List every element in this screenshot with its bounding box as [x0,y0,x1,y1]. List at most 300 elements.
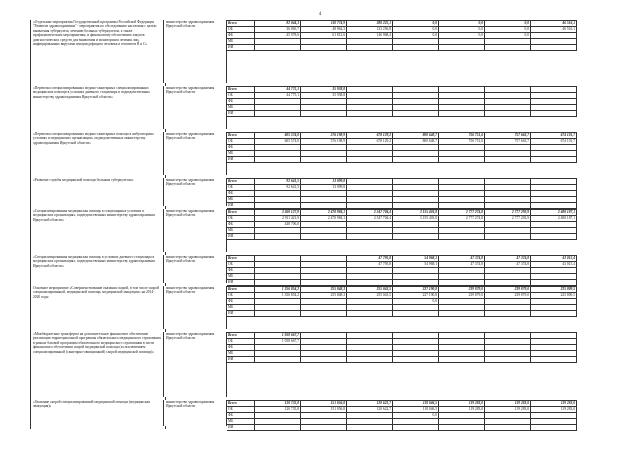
funding-amount [301,228,347,233]
funding-source-label: ИИ [227,203,255,208]
funding-amount [439,299,485,304]
funding-amount [393,268,439,273]
funding-amount: 2 777 274,8 [439,210,485,215]
funding-amount: 2 470 984,1 [301,210,347,215]
funding-amount [485,351,531,356]
funding-amount [255,157,301,162]
funding-amount [347,274,393,279]
funding-amount: 1 058 667,7 [255,333,301,338]
responsible-executor: министерство здравоохранения Иркутской области [166,255,215,264]
funding-amount: 43 015,4 [531,256,577,261]
funding-amount [531,419,577,424]
funding-amount [301,157,347,162]
funding-source-label: Всего [227,333,255,338]
funding-amount: 120 735,8 [255,407,301,412]
funding-amount [393,157,439,162]
measure-name: «Развитие службы медицинской помощи больным туберкулезом» [30,178,164,206]
funding-amount [393,280,439,285]
funding-amount [393,45,439,50]
funding-amount [393,222,439,227]
funding-amount: 674 101,7 [531,139,577,144]
funding-amount [439,274,485,279]
funding-amount: 756 751,6 [439,133,485,138]
funding-amount: 47 374,8 [439,256,485,261]
funding-amount [439,191,485,196]
funding-amount [439,45,485,50]
funding-row [227,425,577,431]
funding-source-label: МБ [227,228,255,233]
funding-amount [255,203,301,208]
funding-amount [301,280,347,285]
funding-amount [255,311,301,316]
funding-amount: 2 470 984,1 [301,216,347,221]
funding-amount: 0,0 [393,21,439,26]
funding-amount [347,39,393,44]
funding-amount: 133 256,8 [347,27,393,32]
funding-amount [531,191,577,196]
measure-name: «Перевозка специализированных медико-санитарных специализированных медицинских помощи в условиях дневного стационара в подведомственных министерству здравоохранения Иркутской области» [30,86,164,129]
funding-amount [531,99,577,104]
funding-amount [301,39,347,44]
funding-amount: 0,0 [393,33,439,38]
funding-amount: 280 225,1 [347,21,393,26]
funding-row [227,311,577,317]
funding-amount: 255 848,3 [301,287,347,292]
funding-amount: 576 198,9 [301,139,347,144]
funding-amount: 227 190,8 [393,287,439,292]
funding-amount: 2 777 292,9 [485,210,531,215]
funding-source-label: МБ [227,305,255,310]
funding-source-label: Всего [227,133,255,138]
funding-amount: 255 043,5 [347,287,393,292]
funding-source-label: ФБ [227,268,255,273]
funding-grid [226,286,577,329]
funding-amount: 800 648,7 [393,133,439,138]
funding-amount: 757 663,7 [485,133,531,138]
funding-amount [393,234,439,239]
funding-amount [485,157,531,162]
funding-source-label: ОБ [227,93,255,98]
funding-amount [255,191,301,196]
funding-source-label: ИИ [227,425,255,430]
funding-amount: 0,0 [485,27,531,32]
funding-amount [531,339,577,344]
funding-amount [255,345,301,350]
funding-amount [531,222,577,227]
funding-source-label: ОБ [227,407,255,412]
funding-amount: 119 283,0 [531,401,577,406]
funding-amount [439,280,485,285]
funding-amount [531,33,577,38]
table-row [30,400,635,429]
funding-amount [485,145,531,150]
funding-amount [439,99,485,104]
responsible-executor: министерство здравоохранения Иркутской области [166,286,215,295]
responsible-executor: министерство здравоохранения Иркутской области [166,209,215,218]
funding-amount [439,145,485,150]
funding-source-label: МБ [227,151,255,156]
measure-name: «Межбюджетные трансферты на дополнительное финансовое обеспечение реализации территориальной программы обязательного медицинского страхования в рамках базовой программы обязательного медицинского страхования в части финансового обеспечения скорой медицинской помощи (за исключением специализированной (санитарно-авиационной) скорой медицинской помощи)» [30,332,164,397]
funding-amount [301,333,347,338]
funding-amount: 448 706,0 [255,222,301,227]
funding-amount: 678 129,2 [347,133,393,138]
funding-amount [301,262,347,267]
funding-amount [439,351,485,356]
funding-amount [485,234,531,239]
program-table [30,20,635,429]
funding-source-label: ФБ [227,299,255,304]
funding-amount: 110 774,9 [301,21,347,26]
funding-amount [255,197,301,202]
funding-amount [485,419,531,424]
funding-amount [485,333,531,338]
funding-amount [347,87,393,92]
funding-source-label: Всего [227,179,255,184]
funding-amount [347,299,393,304]
funding-amount [531,93,577,98]
funding-amount [393,179,439,184]
funding-source-label: ИИ [227,357,255,362]
funding-amount [485,179,531,184]
funding-amount [485,425,531,430]
funding-amount [485,305,531,310]
funding-amount [347,222,393,227]
funding-amount [393,345,439,350]
funding-amount [531,151,577,156]
responsible-executor: министерство здравоохранения Иркутской области [166,86,215,95]
funding-amount [439,87,485,92]
funding-amount [301,413,347,418]
funding-amount: 119 283,0 [439,401,485,406]
funding-amount [531,333,577,338]
funding-amount: 225 809,5 [531,287,577,292]
funding-amount [255,305,301,310]
funding-source-label: Всего [227,87,255,92]
funding-grid [226,255,577,283]
funding-amount [301,305,347,310]
funding-amount: 13 099,8 [301,185,347,190]
funding-amount: 54 968,1 [393,256,439,261]
funding-source-label: МБ [227,274,255,279]
table-row [30,209,635,252]
funding-amount [393,274,439,279]
funding-amount: 239 879,0 [439,287,485,292]
funding-amount: 225 809,5 [531,293,577,298]
funding-amount [347,179,393,184]
funding-amount [531,413,577,418]
funding-amount [485,311,531,316]
funding-amount: 227 190,8 [393,293,439,298]
funding-amount [393,145,439,150]
funding-amount: 757 663,7 [485,139,531,144]
funding-amount [393,93,439,98]
funding-amount [531,197,577,202]
funding-amount [439,345,485,350]
funding-source-label: ФБ [227,99,255,104]
funding-amount: 119 283,0 [439,407,485,412]
funding-amount [393,311,439,316]
funding-source-label: МБ [227,419,255,424]
funding-amount [439,179,485,184]
funding-amount [439,425,485,430]
funding-source-label: ИИ [227,157,255,162]
funding-amount [531,234,577,239]
funding-amount [301,191,347,196]
funding-amount [531,87,577,92]
funding-amount: 1 356 854,2 [255,287,301,292]
funding-amount: 119 283,0 [531,407,577,412]
funding-amount: 46 516,1 [531,21,577,26]
funding-source-label: ИИ [227,111,255,116]
funding-amount [393,339,439,344]
funding-amount: 119 283,0 [485,407,531,412]
funding-amount [393,305,439,310]
funding-amount [301,299,347,304]
funding-amount [347,234,393,239]
funding-amount [255,99,301,104]
funding-source-label: МБ [227,351,255,356]
funding-source-label: ОБ [227,262,255,267]
funding-amount: 118 046,5 [393,401,439,406]
funding-source-label: ИИ [227,45,255,50]
funding-amount: 756 751,6 [439,139,485,144]
funding-amount [347,203,393,208]
funding-amount [347,99,393,104]
funding-amount: 3 360 127,9 [255,210,301,215]
funding-amount [393,351,439,356]
funding-amount: 239 879,0 [439,293,485,298]
funding-amount [531,311,577,316]
responsible-executor: министерство здравоохранения Иркутской области [166,332,215,341]
funding-amount [255,274,301,279]
funding-amount [347,111,393,116]
funding-amount [439,203,485,208]
funding-amount [301,256,347,261]
funding-source-label: ФБ [227,222,255,227]
funding-amount [301,111,347,116]
funding-amount [485,299,531,304]
funding-amount [439,228,485,233]
funding-source-label: ОБ [227,293,255,298]
funding-amount [347,93,393,98]
funding-source-label: ИИ [227,311,255,316]
funding-source-label: Всего [227,256,255,261]
funding-amount: 35 938,8 [301,93,347,98]
funding-amount: 0,0 [439,21,485,26]
funding-amount [347,228,393,233]
funding-amount: 605 574,0 [255,139,301,144]
funding-source-label: ОБ [227,339,255,344]
table-row [30,20,635,83]
funding-amount: 1 058 667,7 [255,339,301,344]
funding-amount [393,105,439,110]
funding-source-label: ФБ [227,345,255,350]
funding-amount [439,357,485,362]
funding-amount: 47 374,8 [485,262,531,267]
funding-amount: 13 099,8 [301,179,347,184]
funding-row [227,234,577,240]
funding-amount [255,280,301,285]
funding-amount [439,222,485,227]
measure-name: Основное мероприятие «Совершенствование оказания скорой, в том числе скорой специализированной, медицинской помощи, медицинской эвакуации» на 2014-2020 годы [30,286,164,329]
funding-source-label: ФБ [227,145,255,150]
measure-name: «Специализированная медицинская помощь в условиях дневного стационара в медицинских организациях, подведомственных министерству здравоохранения Иркутской области» [30,255,164,283]
funding-amount [347,197,393,202]
funding-amount: 43 015,4 [531,262,577,267]
funding-amount: 47 795,8 [347,262,393,267]
funding-source-label: ФБ [227,191,255,196]
funding-amount: 119 283,0 [485,401,531,406]
measure-name: «Специализированная медицинская помощь в стационарных условиях в медицинских организациях, подведомственных министерству здравоохранения Иркутской области» [30,209,164,252]
table-row [30,132,635,175]
funding-amount: 36 065,7 [255,27,301,32]
funding-amount: 255 848,3 [301,293,347,298]
funding-amount: 2 547 704,4 [347,216,393,221]
funding-amount: 46 516,1 [531,27,577,32]
funding-grid [226,20,577,83]
funding-amount [301,45,347,50]
funding-source-label: Всего [227,401,255,406]
funding-amount: 0,0 [439,33,485,38]
funding-amount: 44 775,1 [255,93,301,98]
funding-amount [485,93,531,98]
funding-amount [347,151,393,156]
funding-grid [226,86,577,129]
funding-source-label: ИИ [227,280,255,285]
funding-amount [255,105,301,110]
funding-amount: 255 043,5 [347,293,393,298]
funding-source-label: ОБ [227,216,255,221]
funding-amount [301,425,347,430]
funding-amount [485,39,531,44]
funding-amount [255,151,301,156]
funding-source-label: МБ [227,39,255,44]
table-row [30,178,635,206]
funding-amount [347,185,393,190]
responsible-executor: министерство здравоохранения Иркутской области [166,400,215,409]
funding-amount: 1 356 854,2 [255,293,301,298]
funding-amount [393,185,439,190]
funding-amount [531,268,577,273]
funding-source-label: ОБ [227,139,255,144]
funding-amount [255,45,301,50]
funding-source-label: ОБ [227,185,255,190]
funding-row [227,357,577,363]
funding-amount [347,191,393,196]
measure-name: «Отдельные мероприятия Государственной программы Российской Федерации "Развитие здравоохранения" - мероприятия по обследованию населения с целью выявления туберкулеза, лечению больных туберкулезом, а также профилактическим мероприятиям, и финансовому обеспечению закупок диагностических средств для выявления и мониторинга лечения лиц, инфицированных вирусами иммунодефицита человека и гепатитов В и С» [30,20,164,83]
funding-amount [485,274,531,279]
funding-amount [531,179,577,184]
funding-amount [301,339,347,344]
funding-amount [531,145,577,150]
funding-amount [485,280,531,285]
funding-amount: 92 641,5 [255,185,301,190]
funding-amount: 2 777 292,9 [485,216,531,221]
funding-grid [226,132,577,175]
funding-amount [347,268,393,273]
funding-amount [531,357,577,362]
funding-amount [439,197,485,202]
funding-amount [531,228,577,233]
funding-amount: 2 911 421,9 [255,216,301,221]
funding-amount: 0,0 [485,33,531,38]
funding-amount: 2 480 187,1 [531,210,577,215]
funding-amount [301,419,347,424]
funding-source-label: Всего [227,210,255,215]
funding-amount [531,425,577,430]
funding-grid [226,400,577,429]
funding-amount [255,39,301,44]
funding-source-label: МБ [227,105,255,110]
funding-amount: 45 978,6 [255,33,301,38]
funding-amount [531,111,577,116]
funding-amount [393,111,439,116]
funding-amount: 35 938,8 [301,87,347,92]
funding-amount [439,105,485,110]
funding-amount [255,256,301,261]
funding-amount [439,93,485,98]
funding-amount: 146 968,4 [347,33,393,38]
funding-amount: 118 046,5 [393,407,439,412]
funding-amount [347,45,393,50]
funding-amount [347,280,393,285]
funding-amount [485,185,531,190]
funding-row [227,111,577,117]
funding-amount [301,203,347,208]
funding-amount: 239 879,0 [485,287,531,292]
funding-amount [531,280,577,285]
funding-amount: 3 155 403,8 [393,210,439,215]
funding-amount [347,413,393,418]
funding-row [227,45,577,51]
funding-amount: 0,0 [485,21,531,26]
funding-amount [393,357,439,362]
funding-amount: 48 962,3 [301,27,347,32]
funding-amount: 47 795,8 [347,256,393,261]
measure-name: «Оказание скорой специализированной медицинской помощи (медицинская эвакуация)» [30,400,164,426]
funding-amount [255,111,301,116]
funding-amount [393,151,439,156]
funding-amount: 0,0 [439,27,485,32]
funding-amount [255,413,301,418]
funding-amount [301,151,347,156]
funding-amount [531,203,577,208]
funding-amount [439,151,485,156]
funding-grid [226,209,577,252]
funding-amount: 3 155 403,8 [393,216,439,221]
funding-amount [531,105,577,110]
funding-amount [255,228,301,233]
funding-amount: 0,0 [393,27,439,32]
funding-amount: 120 735,8 [255,401,301,406]
funding-amount [439,39,485,44]
funding-amount [347,357,393,362]
funding-amount [255,299,301,304]
funding-source-label: ФБ [227,33,255,38]
funding-amount [393,228,439,233]
funding-amount [393,425,439,430]
funding-amount [347,311,393,316]
funding-grid [226,178,577,206]
funding-amount [255,357,301,362]
funding-amount [531,299,577,304]
funding-source-label: Всего [227,287,255,292]
funding-amount [485,268,531,273]
funding-amount: 120 622,7 [347,401,393,406]
funding-amount [255,262,301,267]
funding-amount [485,203,531,208]
funding-source-label: МБ [227,197,255,202]
